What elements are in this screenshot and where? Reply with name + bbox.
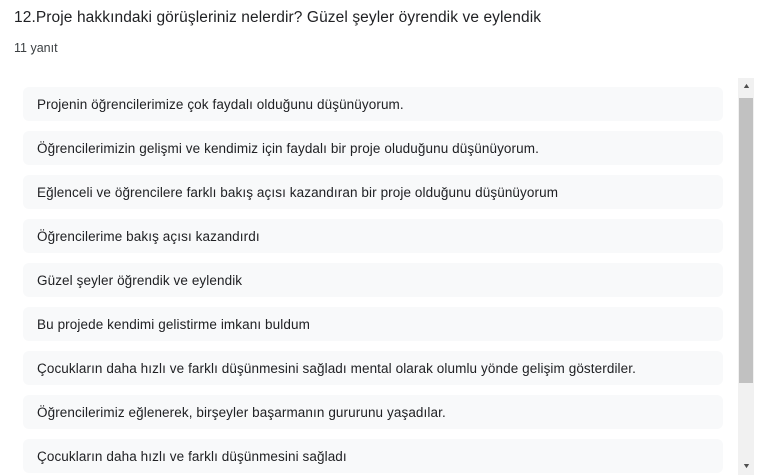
scroll-down-button[interactable] xyxy=(738,458,754,475)
response-item xyxy=(23,395,723,429)
response-text: Çocukların daha hızlı ve farklı düşünmesini sağladı mental olarak olumlu yönde gelişim gösterdiler. xyxy=(37,360,636,376)
scrollbar-thumb[interactable] xyxy=(739,98,753,383)
response-text: Çocukların daha hızlı ve farklı düşünmesini sağladı xyxy=(37,448,347,464)
response-item xyxy=(23,219,723,253)
response-item xyxy=(23,439,723,473)
response-item xyxy=(23,307,723,341)
response-item xyxy=(23,87,723,121)
scroll-up-button[interactable] xyxy=(738,78,754,95)
response-text: Projenin öğrencilerimize çok faydalı olduğunu düşünüyorum. xyxy=(37,96,404,112)
responses-list xyxy=(23,87,723,475)
question-header xyxy=(14,8,722,55)
response-item xyxy=(23,131,723,165)
question-title: 12.Proje hakkındaki görüşleriniz nelerdir? Güzel şeyler öyrendik ve eylendik xyxy=(14,9,542,26)
arrow-down-icon: ▼ xyxy=(741,463,751,470)
response-text: Eğlenceli ve öğrencilere farklı bakış açısı kazandıran bir proje olduğunu düşünüyorum xyxy=(37,184,559,200)
response-item xyxy=(23,351,723,385)
response-count: 11 yanıt xyxy=(14,41,58,55)
response-item xyxy=(23,263,723,297)
response-item xyxy=(23,175,723,209)
scrollbar-track[interactable] xyxy=(738,78,754,475)
response-text: Güzel şeyler öğrendik ve eylendik xyxy=(37,272,243,288)
response-text: Öğrencilerime bakış açısı kazandırdı xyxy=(37,228,260,244)
response-text: Öğrencilerimizin gelişmi ve kendimiz için faydalı bir proje oluduğunu düşünüyorum. xyxy=(37,140,539,156)
arrow-up-icon: ▲ xyxy=(741,83,751,90)
response-text: Öğrencilerimiz eğlenerek, birşeyler başarmanın gururunu yaşadılar. xyxy=(37,404,446,420)
response-text: Bu projede kendimi gelistirme imkanı buldum xyxy=(37,316,310,332)
